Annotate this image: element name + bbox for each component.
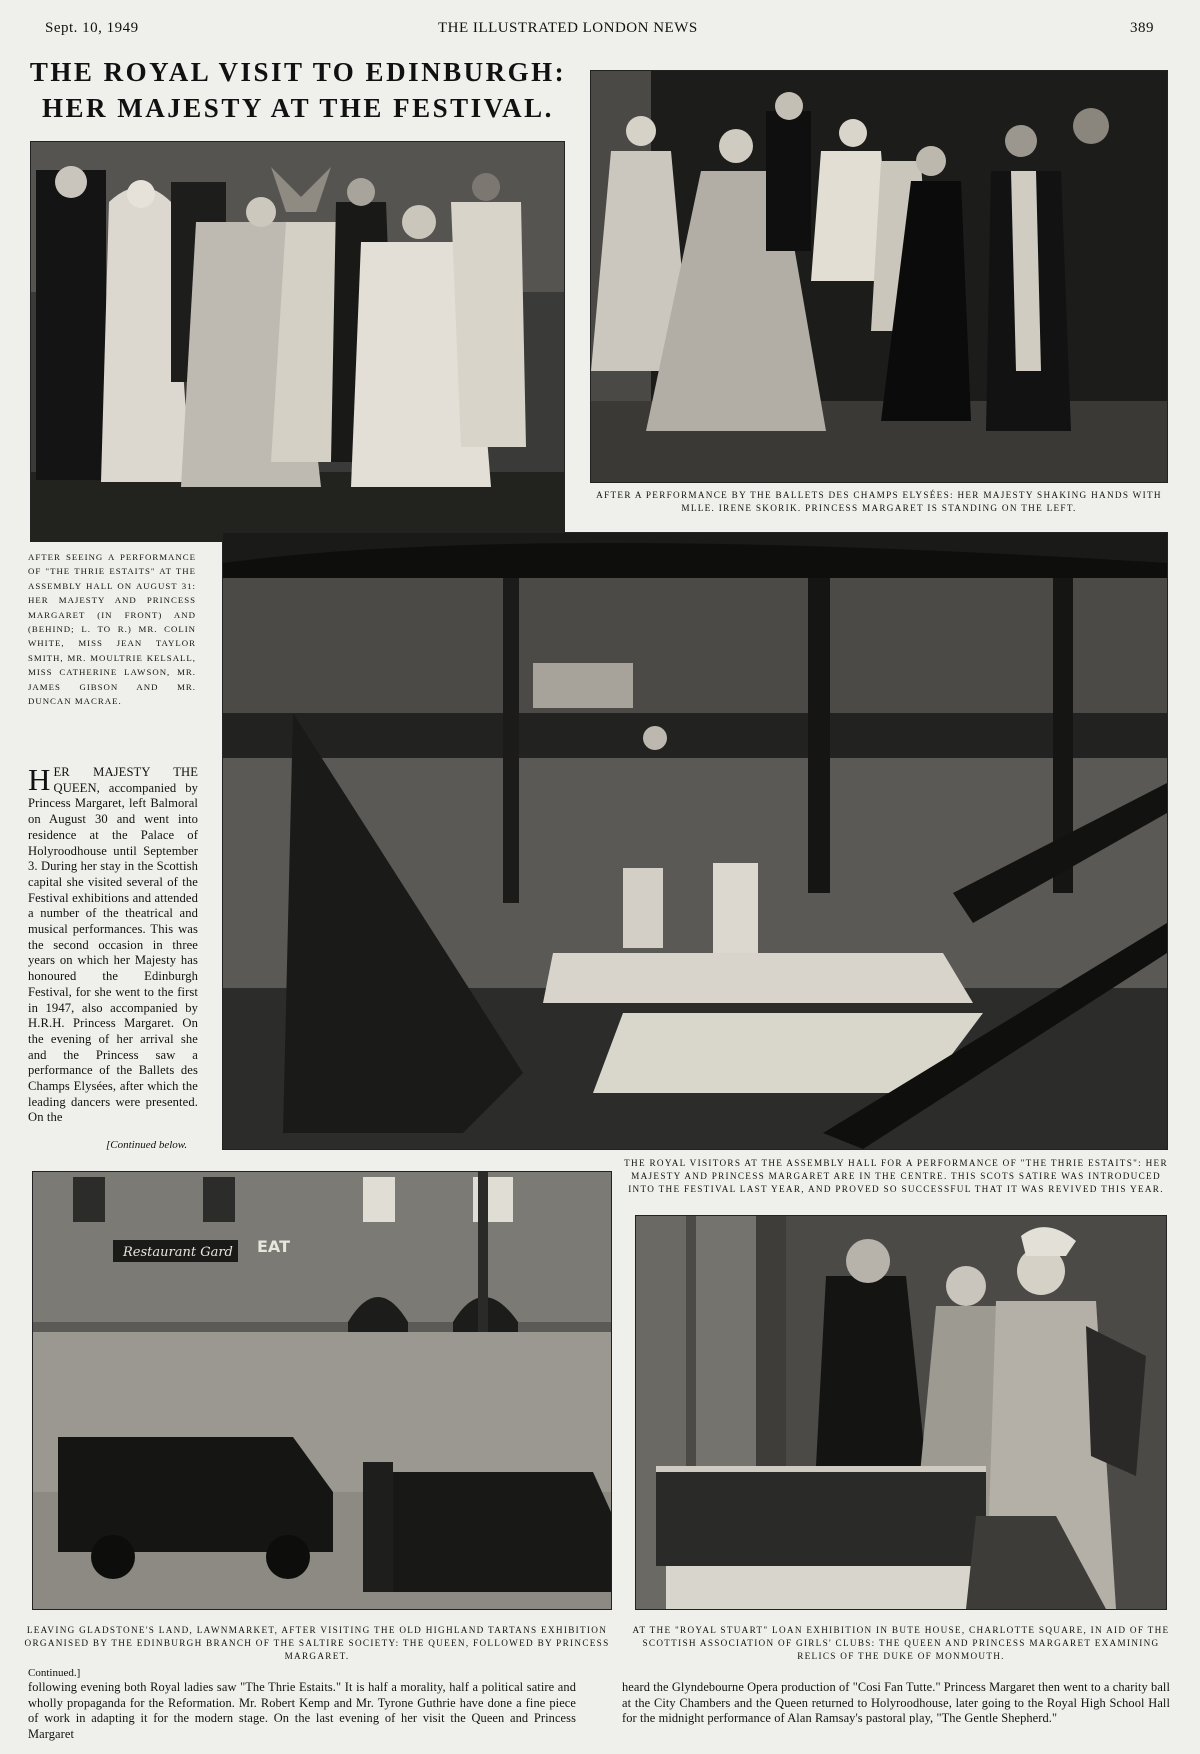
caption-gladstones-land: LEAVING GLADSTONE'S LAND, LAWNMARKET, AFTER VISITING THE OLD HIGHLAND TARTANS EXHIBITION ORGANISED BY THE EDINBURGH BRANCH OF THE SALTIRE SOCIETY: THE QUEEN, FOLLOWED BY PRINCESS MARGARET. [24,1625,610,1661]
photo-thrie-estaits-cast [30,141,565,542]
photo-gladstones-land [32,1171,612,1610]
caption-assembly-hall: THE ROYAL VISITORS AT THE ASSEMBLY HALL FOR A PERFORMANCE OF "THE THRIE ESTAITS": HER MAJESTY AND PRINCESS MARGARET ARE IN THE CENTRE. THIS SCOTS SATIRE WAS INTRODUCED INTO THE FESTIVAL LAST YEAR, AND PROVED SO SUCCESSFUL THAT IT WAS REVIVED THIS YEAR. [624,1158,1168,1194]
photo-royal-stuart-exhibition [635,1215,1167,1610]
sign-restaurant: Restaurant Gard [123,1245,233,1260]
page-number: 389 [1130,20,1154,36]
headline-line-1: THE ROYAL VISIT TO EDINBURGH: [29,57,567,87]
sign-eat: EAT [257,1237,290,1256]
photo-ballet-handshake [590,70,1168,483]
issue-date: Sept. 10, 1949 [45,20,139,36]
caption-ballet: AFTER A PERFORMANCE BY THE BALLETS DES CHAMPS ELYSÉES: HER MAJESTY SHAKING HANDS WITH MLLE. IRENE SKORIK. PRINCESS MARGARET IS STANDING ON THE LEFT. [596,490,1162,513]
article-continuation-right: heard the Glyndebourne Opera production of "Cosi Fan Tutte." Princess Margaret then went to a charity ball at the City Chambers and the Queen returned to Holyroodhouse, later going to the Royal High School Hall for the midnight performance of Alan Ramsay's pastoral play, "The Gentle Shepherd." [622,1680,1170,1725]
headline-line-2: HER MAJESTY AT THE FESTIVAL. [42,93,554,123]
caption-thrie-estaits: AFTER SEEING A PERFORMANCE OF "THE THRIE ESTAITS" AT THE ASSEMBLY HALL ON AUGUST 31: HER MAJESTY AND PRINCESS MARGARET (IN FRONT) AND (BEHIND; L. TO R.) MR. COLIN WHITE, MISS JEAN TAYLOR SMITH, MR. MOULTRIE KELSALL, MISS CATHERINE LAWSON, MR. JAMES GIBSON AND MR. DUNCAN MACRAE. [28,552,196,707]
continued-below-note: [Continued below. [106,1139,188,1151]
article-dropcap: H [28,762,51,797]
article-continuation-left: following evening both Royal ladies saw "The Thrie Estaits." It is half a morality, half a political satire and wholly propaganda for the Reformation. Mr. Robert Kemp and Mr. Tyrone Guthrie have done a fine piece of work in adapting it for the modern stage. On the last evening of her visit the Queen and Princess Margaret [28,1680,576,1741]
article-body [28,762,198,1126]
article-intro-text: ER MAJESTY THE QUEEN, accompanied by Princess Margaret, left Balmoral on August 30 and went into residence at the Palace of Holyroodhouse until September 3. During her stay in the Scottish capital she visited several of the Festival exhibitions and attended a number of the theatrical and musical performances. This was the second occasion in three years on which her Majesty has honoured the Edinburgh Festival, for she went to the first in 1947, also accompanied by H.R.H. Princess Margaret. On the evening of her arrival she and the Princess saw a performance of the Ballets des Champs Elysées, after which the leading dancers were presented. On the [28,765,198,1125]
photo-assembly-hall [222,532,1168,1150]
publication-name: THE ILLUSTRATED LONDON NEWS [438,20,698,36]
caption-royal-stuart: AT THE "ROYAL STUART" LOAN EXHIBITION IN BUTE HOUSE, CHARLOTTE SQUARE, IN AID OF THE SCOTTISH ASSOCIATION OF GIRLS' CLUBS: THE QUEEN AND PRINCESS MARGARET EXAMINING RELICS OF THE DUKE OF MONMOUTH. [632,1625,1170,1661]
continued-label: Continued.] [28,1667,81,1679]
